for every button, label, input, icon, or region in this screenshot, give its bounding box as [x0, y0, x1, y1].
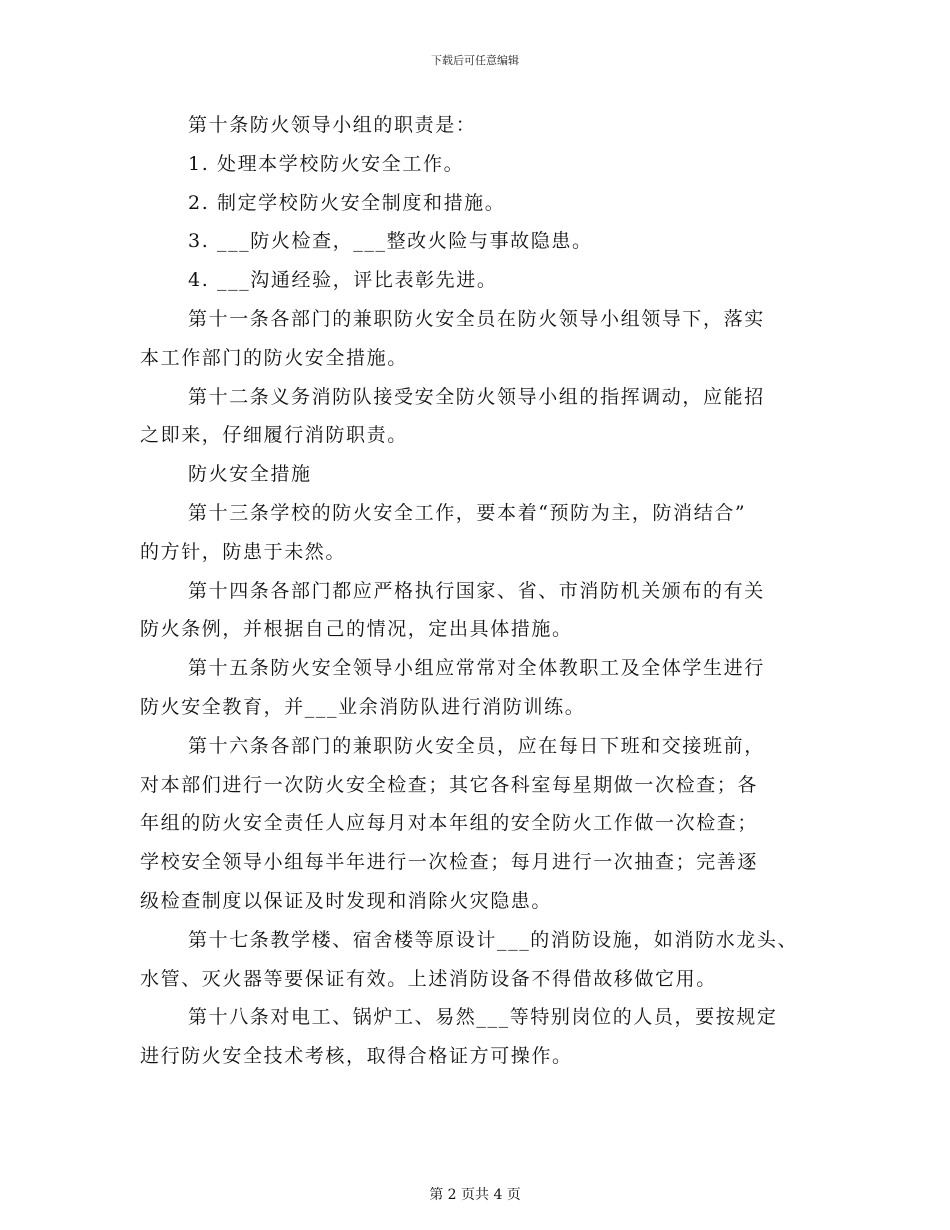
body-line-13: 第十四条各部门都应严格执行国家、省、市消防机关颁布的有关 [188, 579, 765, 602]
body-line-20: 学校安全领导小组每半年进行一次检查；每月进行一次抽查；完善逐 [140, 851, 759, 874]
body-line-22: 第十七条教学楼、宿舍楼等原设计___的消防设施，如消防水龙头、 [188, 928, 799, 951]
body-line-25: 进行防火安全技术考核，取得合格证方可操作。 [140, 1045, 573, 1068]
body-line-7: 本工作部门的防火安全措施。 [140, 346, 408, 369]
page-footer: 第 2 页共 4 页 [429, 1187, 521, 1203]
body-line-11: 第十三条学校的防火安全工作，要本着“预防为主，防消结合” [188, 501, 747, 524]
body-line-9: 之即来，仔细履行消防职责。 [140, 424, 408, 447]
body-line-18: 对本部们进行一次防火安全检查；其它各科室每星期做一次检查；各 [140, 773, 759, 796]
body-line-8: 第十二条义务消防队接受安全防火领导小组的指挥调动，应能招 [188, 385, 765, 408]
body-line-14: 防火条例，并根据自己的情况，定出具体措施。 [140, 618, 573, 641]
body-line-17: 第十六条各部门的兼职防火安全员，应在每日下班和交接班前， [188, 734, 765, 757]
body-line-23: 水管、灭火器等要保证有效。上述消防设备不得借故移做它用。 [140, 967, 717, 990]
body-line-3: 2. 制定学校防火安全制度和措施。 [188, 191, 506, 214]
body-line-12: 的方针，防患于未然。 [140, 540, 347, 563]
body-line-21: 级检查制度以保证及时发现和消除火灾隐患。 [140, 889, 553, 912]
body-line-19: 年组的防火安全责任人应每月对本年组的安全防火工作做一次检查； [140, 812, 759, 835]
section-heading: 防火安全措施 [188, 463, 312, 486]
body-line-5: 4. ___沟通经验，评比表彰先进。 [188, 269, 498, 292]
body-line-24: 第十八条对电工、锅炉工、易然___等特别岗位的人员，要按规定 [188, 1006, 778, 1029]
body-line-6: 第十一条各部门的兼职防火安全员在防火领导小组领导下，落实 [188, 307, 765, 330]
document-body [140, 106, 840, 1076]
body-line-15: 第十五条防火安全领导小组应常常对全体教职工及全体学生进行 [188, 657, 765, 680]
page-header: 下载后可任意编辑 [431, 54, 519, 67]
body-line-4: 3. ___防火检查，___整改火险与事故隐患。 [188, 230, 593, 253]
body-line-16: 防火安全教育，并___业余消防队进行消防训练。 [140, 695, 586, 718]
body-line-2: 1. 处理本学校防火安全工作。 [188, 152, 465, 175]
body-line-1: 第十条防火领导小组的职责是： [188, 114, 477, 136]
